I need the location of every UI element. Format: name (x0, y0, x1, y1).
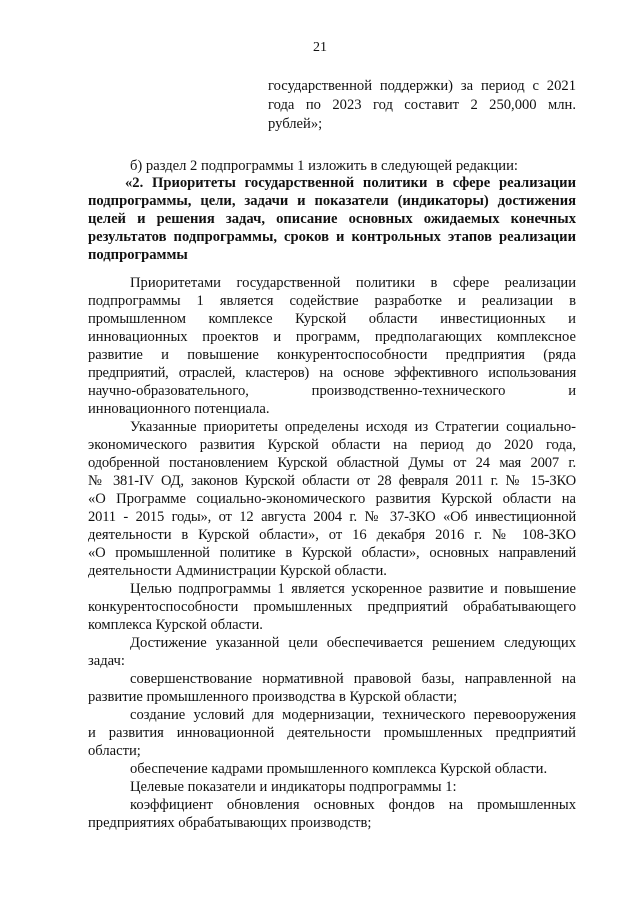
page-number: 21 (313, 40, 327, 55)
text-line: подпрограммы 1 является содействие разработке и реализации в (88, 293, 576, 309)
text-line: «О промышленной политике в Курской области», основных направлений (88, 545, 576, 561)
text-line: инновационных проектов и программ, предполагающих комплексное (88, 329, 576, 345)
list-item-line: обеспечение кадрами промышленного комплекса Курской области. (130, 761, 548, 777)
text-line: деятельности в Курской области», от 16 декабря 2016 г. № 108-ЗКО (88, 527, 576, 543)
text-line: государственной поддержки) за период с 2021 (268, 78, 576, 94)
list-item-line: создание условий для модернизации, технического перевооружения (130, 707, 576, 723)
section-heading-line: подпрограммы (88, 247, 188, 263)
list-item-line: коэффициент обновления основных фондов на промышленных (130, 797, 576, 813)
text-line: инновационного потенциала. (88, 401, 270, 417)
list-item-line: и развития инновационной деятельности промышленных предприятий (88, 725, 576, 741)
section-heading-line: подпрограммы, цели, задачи и показатели (индикаторы) достижения (88, 193, 576, 209)
text-line: научно-образовательного, производственно-технического и (88, 383, 576, 399)
text-line: Достижение указанной цели обеспечивается решением следующих (130, 635, 576, 651)
section-heading-line: «2. Приоритеты государственной политики в сфере реализации (125, 175, 576, 191)
text-line: 2011 - 2015 годы», от 12 августа 2004 г. № 37-ЗКО «Об инвестиционной (88, 509, 576, 525)
text-line: Приоритетами государственной политики в сфере реализации (130, 275, 576, 291)
section-heading-line: целей и решения задач, описание основных ожидаемых конечных (88, 211, 576, 227)
text-line: задач: (88, 653, 125, 669)
list-item-line: области; (88, 743, 141, 759)
text-line: Указанные приоритеты определены исходя из Стратегии социально- (130, 419, 576, 435)
text-line: «О Программе социально-экономического развития Курской области на (88, 491, 576, 507)
text-line: промышленном комплексе Курской области инвестиционных и (88, 311, 576, 327)
text-line: комплекса Курской области. (88, 617, 263, 633)
text-line: б) раздел 2 подпрограммы 1 изложить в следующей редакции: (130, 158, 518, 174)
text-line: Целевые показатели и индикаторы подпрограммы 1: (130, 779, 457, 795)
list-item-line: развитие промышленного производства в Курской области; (88, 689, 458, 705)
list-item-line: предприятиях обрабатывающих производств; (88, 815, 372, 831)
text-line: № 381-IV ОД, законов Курской области от 28 февраля 2011 г. № 15-ЗКО (88, 473, 576, 489)
text-line: развитие и повышение конкурентоспособности предприятия (ряда (88, 347, 576, 363)
list-item-line: совершенствование нормативной правовой базы, направленной на (130, 671, 576, 687)
text-line: года по 2023 год составит 2 250,000 млн. (268, 97, 576, 113)
section-heading-line: результатов подпрограммы, сроков и контрольных этапов реализации (88, 229, 576, 245)
text-line: Целью подпрограммы 1 является ускоренное развитие и повышение (130, 581, 576, 597)
text-line: экономического развития Курской области на период до 2020 года, (88, 437, 576, 453)
text-line: предприятий, отраслей, кластеров) на основе эффективного использования (88, 365, 576, 381)
text-line: деятельности Администрации Курской области. (88, 563, 387, 579)
text-line: рублей»; (268, 116, 323, 132)
text-line: одобренной постановлением Курской областной Думы от 24 мая 2007 г. (88, 455, 576, 471)
text-line: конкурентоспособности промышленных предприятий обрабатывающего (88, 599, 576, 615)
